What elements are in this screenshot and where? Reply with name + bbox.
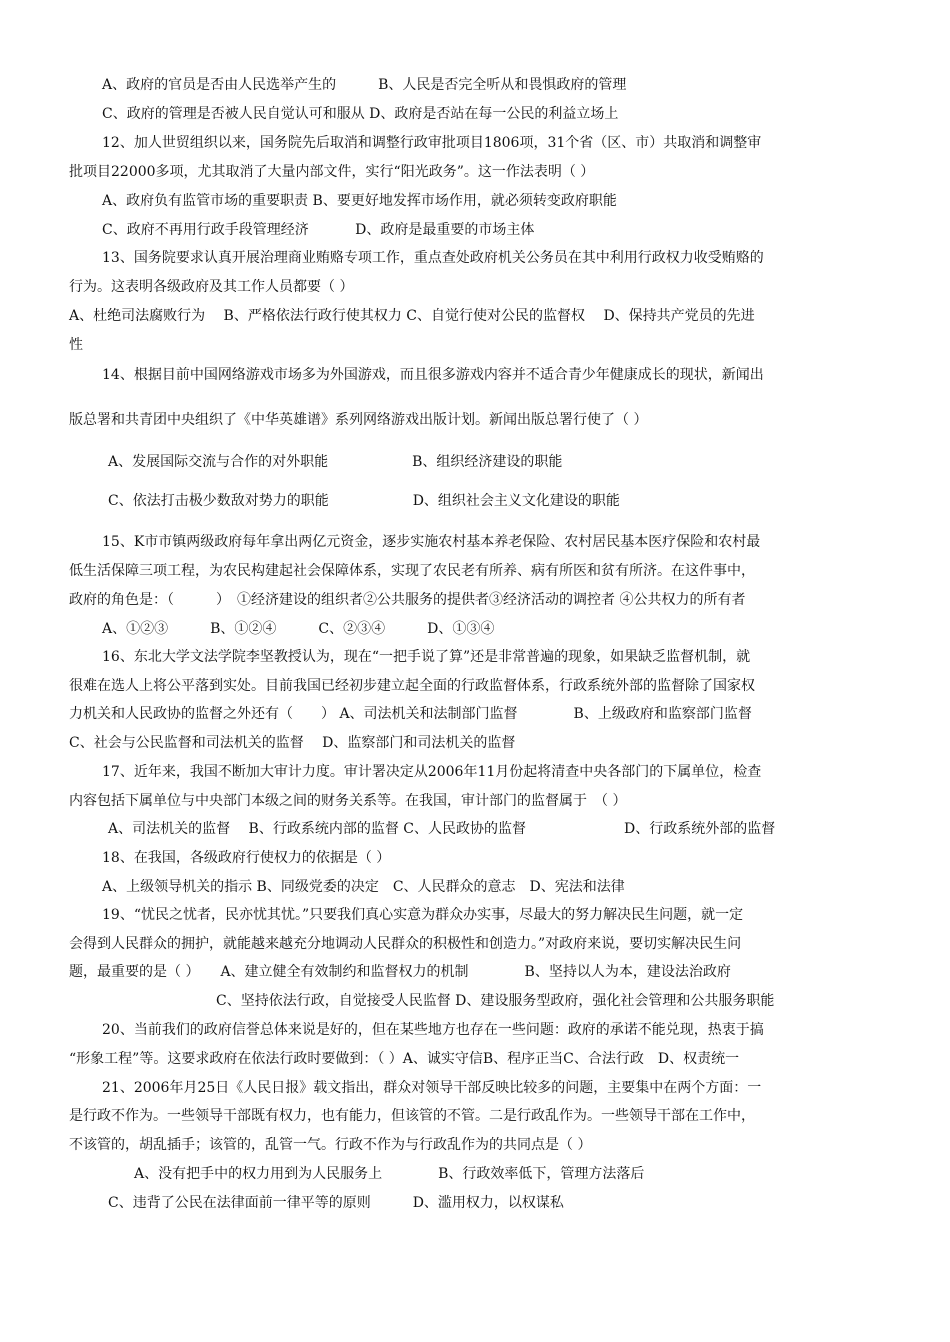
option-line-11-ab: A、政府的官员是否由人民选举产生的 B、人民是否完全听从和畏惧政府的管理 [102,77,627,93]
question-17-line-1: 17、近年来，我国不断加大审计力度。审计署决定从2006年11月份起将清查中央各部门的下属单位，检查 [102,764,762,780]
question-20-line-1: 20、当前我们的政府信誉总体来说是好的，但在某些地方也存在一些问题：政府的承诺不能兑现，热衷于搞 [102,1022,764,1038]
option-line-12-cd: C、政府不再用行政手段管理经济 D、政府是最重要的市场主体 [102,222,535,238]
option-line-18: A、上级领导机关的指示 B、同级党委的决定 C、人民群众的意志 D、宪法和法律 [102,879,625,895]
question-17-line-2: 内容包括下属单位与中央部门本级之间的财务关系等。在我国，审计部门的监督属于 （ ） [69,793,627,809]
question-13-line-1: 13、国务院要求认真开展治理商业贿赂专项工作，重点查处政府机关公务员在其中利用行政权力收受贿赂的 [102,250,764,266]
question-21-line-1: 21、2006年月25日《人民日报》载文指出，群众对领导干部反映比较多的问题，主要集中在两个方面：一 [102,1080,762,1096]
question-14-line-2: 版总署和共青团中央组织了《中华英雄谱》系列网络游戏出版计划。新闻出版总署行使了（ ） [69,412,648,428]
question-16-line-3: 力机关和人民政协的监督之外还有（ ） A、司法机关和法制部门监督 B、上级政府和监察部门监督 [69,706,752,722]
option-line-11-cd: C、政府的管理是否被人民自觉认可和服从 D、政府是否站在每一公民的利益立场上 [102,106,619,122]
option-line-15: A、①②③ B、①②④ C、②③④ D、①③④ [102,621,495,637]
question-16-line-2: 很难在选人上将公平落到实处。目前我国已经初步建立起全面的行政监督体系，行政系统外部的监督除了国家权 [69,678,755,694]
question-21-line-2: 是行政不作为。一些领导干部既有权力，也有能力，但该管的不管。二是行政乱作为。一些领导干部在工作中， [69,1108,755,1124]
option-line-17: A、司法机关的监督 B、行政系统内部的监督 C、人民政协的监督 D、行政系统外部的监督 [108,821,776,837]
option-line-16-cd: C、社会与公民监督和司法机关的监督 D、监察部门和司法机关的监督 [69,735,516,751]
option-line-14-cd: C、依法打击极少数敌对势力的职能 D、组织社会主义文化建设的职能 [108,493,620,509]
question-12-line-1: 12、加人世贸组织以来，国务院先后取消和调整行政审批项目1806项，31个省（区、市）共取消和调整审 [102,135,762,151]
question-15-line-1: 15、K市市镇两级政府每年拿出两亿元资金，逐步实施农村基本养老保险、农村居民基本医疗保险和农村最 [102,534,761,550]
question-20-line-2: “形象工程”等。这要求政府在依法行政时要做到：（ ）A、诚实守信B、程序正当C、合法行政 D、权责统一 [69,1051,740,1067]
option-line-19-cd: C、坚持依法行政，自觉接受人民监督 D、建设服务型政府，强化社会管理和公共服务职能 [216,993,775,1009]
option-line-12-ab: A、政府负有监管市场的重要职责 B、要更好地发挥市场作用，就必须转变政府职能 [102,193,617,209]
question-15-line-2: 低生活保障三项工程，为农民构建起社会保障体系，实现了农民老有所养、病有所医和贫有所济。在这件事中， [69,563,755,579]
question-14-line-1: 14、根据目前中国网络游戏市场多为外国游戏，而且很多游戏内容并不适合青少年健康成长的现状，新闻出 [102,367,764,383]
question-13-line-2: 行为。这表明各级政府及其工作人员都要（ ） [69,279,354,295]
option-line-13-wrap: 性 [69,337,83,353]
question-15-line-3: 政府的角色是：（ ） ①经济建设的组织者②公共服务的提供者③经济活动的调控者 ④公共权力的所有者 [69,592,746,608]
question-19-line-1: 19、“忧民之忧者，民亦忧其忧。”只要我们真心实意为群众办实事，尽最大的努力解决民生问题，就一定 [102,907,744,923]
question-16-line-1: 16、东北大学文法学院李坚教授认为，现在“一把手说了算”还是非常普遍的现象，如果缺乏监督机制，就 [102,649,751,665]
option-line-13: A、杜绝司法腐败行为 B、严格依法行政行使其权力 C、自觉行使对公民的监督权 D、保持共产党员的先进 [69,308,755,324]
option-line-21-cd: C、违背了公民在法律面前一律平等的原则 D、滥用权力，以权谋私 [108,1195,564,1211]
question-19-line-2: 会得到人民群众的拥护，就能越来越充分地调动人民群众的积极性和创造力。”对政府来说，要切实解决民生问 [69,936,742,952]
question-21-line-3: 不该管的，胡乱插手；该管的，乱管一气。行政不作为与行政乱作为的共同点是（ ） [69,1137,592,1153]
question-18: 18、在我国，各级政府行使权力的依据是（ ） [102,850,391,866]
question-19-line-3: 题，最重要的是（ ） A、建立健全有效制约和监督权力的机制 B、坚持以人为本，建设法治政府 [69,964,731,980]
question-12-line-2: 批项目22000多项，尤其取消了大量内部文件，实行“阳光政务”。这一作法表明（ ） [69,164,595,180]
option-line-21-ab: A、没有把手中的权力用到为人民服务上 B、行政效率低下，管理方法落后 [134,1166,645,1182]
option-line-14-ab: A、发展国际交流与合作的对外职能 B、组织经济建设的职能 [108,454,563,470]
